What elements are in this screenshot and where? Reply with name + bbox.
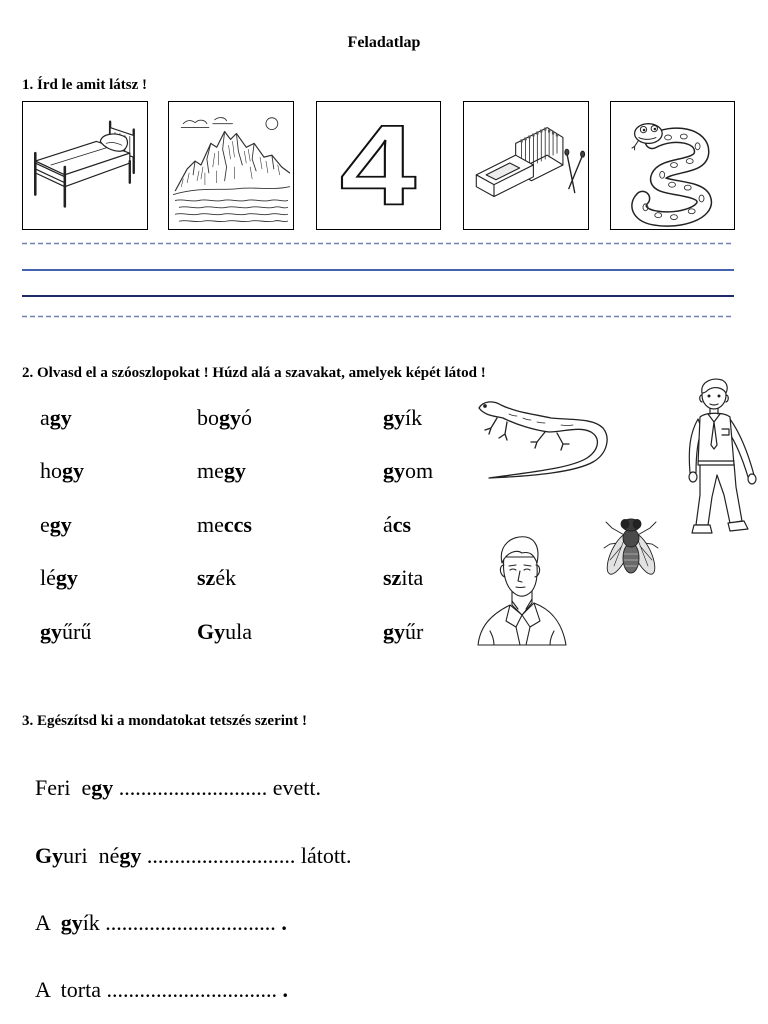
word-part: ita xyxy=(401,565,424,590)
word xyxy=(383,619,423,645)
word xyxy=(197,512,252,538)
sentence xyxy=(35,843,352,869)
sentence-bold-part: Gy xyxy=(35,843,64,868)
word xyxy=(40,565,78,591)
sentence-part: A torta ............................... xyxy=(35,977,283,1002)
matchbox-icon xyxy=(463,101,589,230)
boy-icon xyxy=(684,377,762,537)
word-bold-part: gy xyxy=(383,405,405,430)
page-title: Feladatlap xyxy=(347,34,421,51)
sentence xyxy=(35,775,321,801)
word-part: űrű xyxy=(62,619,92,644)
word-bold-part: gy xyxy=(49,512,72,537)
bed-icon xyxy=(22,101,148,230)
sentence xyxy=(35,977,288,1003)
word xyxy=(383,405,422,431)
sentence-part: ........................... evett. xyxy=(113,775,321,800)
word-part: lé xyxy=(40,565,56,590)
word-part: bo xyxy=(197,405,219,430)
word-bold-part: gy xyxy=(219,405,241,430)
sentence-bold-part: gy xyxy=(119,843,142,868)
snake-icon xyxy=(610,101,735,230)
sentence-part: ík ............................... xyxy=(82,910,282,935)
word-part: a xyxy=(40,405,50,430)
word xyxy=(40,619,91,645)
word-part: ó xyxy=(241,405,252,430)
word-bold-part: sz xyxy=(197,565,216,590)
task-3-heading: 3. Egészítsd ki a mondatokat tetszés szerint ! xyxy=(22,713,307,729)
task-1-heading: 1. Írd le amit látsz ! xyxy=(22,77,147,93)
word xyxy=(40,512,72,538)
sentence-part: ........................... látott. xyxy=(141,843,352,868)
word xyxy=(40,458,84,484)
sentence-bold-part: . xyxy=(281,910,287,935)
mountains-icon xyxy=(168,101,294,230)
word-part: ula xyxy=(225,619,253,644)
word-bold-part: gy xyxy=(49,405,72,430)
word-part: á xyxy=(383,512,393,537)
word-bold-part: gy xyxy=(383,458,405,483)
word xyxy=(40,405,72,431)
word xyxy=(383,512,411,538)
word xyxy=(197,458,246,484)
word-part: űr xyxy=(405,619,424,644)
sentence-part: uri né xyxy=(63,843,120,868)
digit-four: 4 xyxy=(339,102,417,229)
word-bold-part: gy xyxy=(223,458,246,483)
word-part: ék xyxy=(215,565,237,590)
man-icon xyxy=(476,535,568,645)
word-part: ho xyxy=(40,458,62,483)
word-bold-part: gy xyxy=(55,565,78,590)
word xyxy=(383,565,423,591)
word-bold-part: ccs xyxy=(223,512,252,537)
word xyxy=(197,565,236,591)
number-four-icon xyxy=(316,101,441,230)
writing-lines xyxy=(0,238,768,324)
word-bold-part: gy xyxy=(62,458,84,483)
word-part: e xyxy=(40,512,50,537)
lizard-icon xyxy=(475,398,611,486)
word xyxy=(197,405,252,431)
word-bold-part: cs xyxy=(392,512,412,537)
fly-icon xyxy=(600,508,662,582)
word-bold-part: gy xyxy=(40,619,62,644)
word-bold-part: gy xyxy=(383,619,405,644)
word xyxy=(383,458,433,484)
word-bold-part: sz xyxy=(383,565,402,590)
word-part: ík xyxy=(405,405,423,430)
word-part: me xyxy=(197,512,224,537)
sentence xyxy=(35,910,287,936)
task-2-heading: 2. Olvasd el a szóoszlopokat ! Húzd alá a szavakat, amelyek képét látod ! xyxy=(22,365,486,381)
word xyxy=(197,619,252,645)
word-part: om xyxy=(405,458,434,483)
word-bold-part: Gy xyxy=(197,619,226,644)
sentence-part: A xyxy=(35,910,61,935)
sentence-bold-part: gy xyxy=(91,775,114,800)
sentence-bold-part: gy xyxy=(60,910,83,935)
sentence-part: Feri e xyxy=(35,775,92,800)
word-part: me xyxy=(197,458,224,483)
sentence-bold-part: . xyxy=(282,977,288,1002)
